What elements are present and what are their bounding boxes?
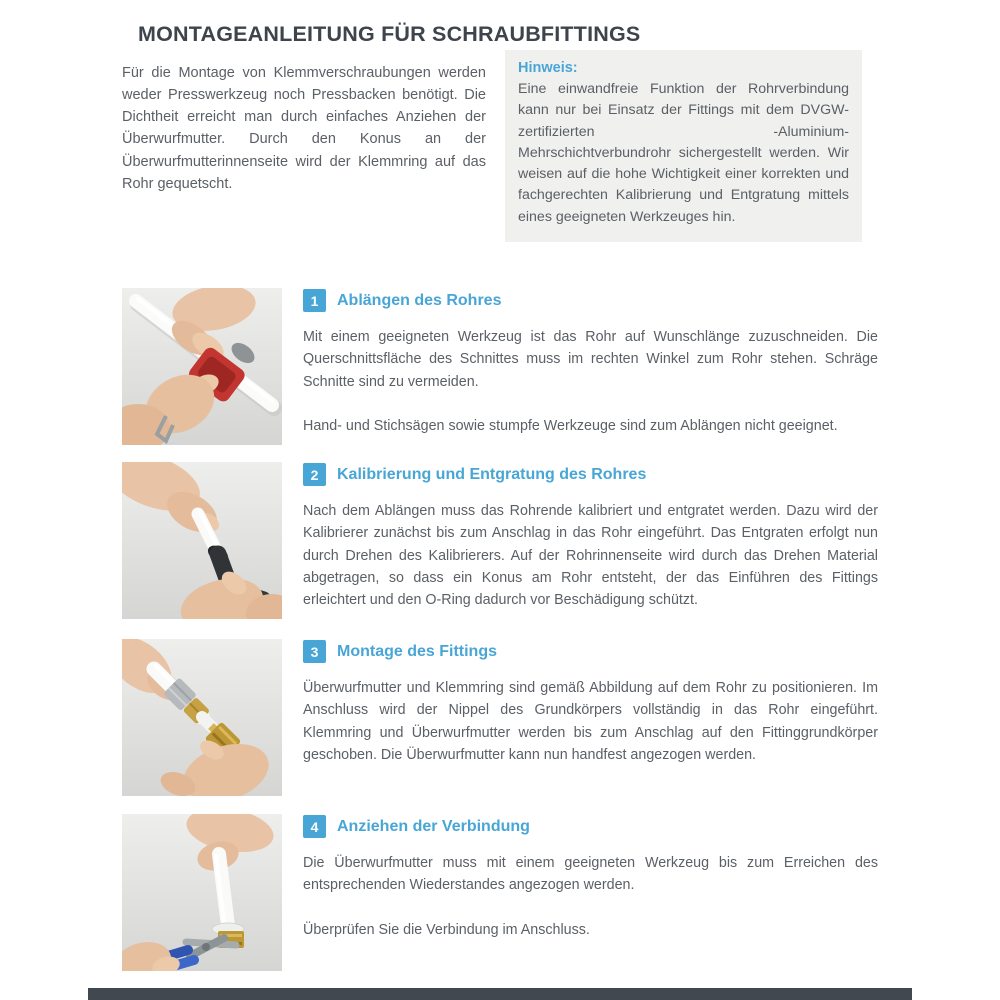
step-2-photo bbox=[122, 462, 282, 619]
step-3-content bbox=[303, 640, 878, 766]
intro-paragraph: Für die Montage von Klemmverschraubungen werden weder Presswerkzeug noch Pressbacken benötigt. Die Dichtheit erreicht man durch einfaches Anziehen der Überwurfmutter. Durch den Konus an der Überwurfmutterinnenseite wird der Klemmring auf das Rohr gequetscht. bbox=[122, 64, 486, 192]
step-2-content bbox=[303, 463, 878, 611]
step-4-header bbox=[303, 815, 878, 838]
note-body bbox=[518, 79, 849, 228]
step-2-header bbox=[303, 463, 878, 486]
pipe-cutting-illustration bbox=[122, 288, 282, 445]
step-3-number-badge: 3 bbox=[303, 640, 326, 663]
note-label: Hinweis: bbox=[518, 60, 578, 76]
step-4-content bbox=[303, 815, 878, 941]
step-4-photo bbox=[122, 814, 282, 971]
step-4-heading: Anziehen der Verbindung bbox=[337, 817, 530, 835]
step-4-number-badge: 4 bbox=[303, 815, 326, 838]
step-1-paragraph-1: Mit einem geeigneten Werkzeug ist das Rohr auf Wunschlänge zuzuschneiden. Die Querschnittsfläche des Schnittes muss im rechten Winkel zum Rohr stehen. Schräge Schnitte sind zu vermeiden. bbox=[303, 329, 878, 390]
step-2-paragraph-1: Nach dem Ablängen muss das Rohrende kalibriert und entgratet werden. Dazu wird der Kalibrierer zunächst bis zum Anschlag in das Rohr eingeführt. Das Entgraten erfolgt nun durch Drehen des Kalibrierers. Auf der Rohrinnenseite wird durch das Drehen Material abgetragen, so dass ein Konus am Rohr entsteht, der das Einführen des Fittings erleichtert und den O-Ring dadurch vor Beschädigung schützt. bbox=[303, 503, 878, 609]
step-1-paragraph-2: Hand- und Stichsägen sowie stumpfe Werkzeuge sind zum Ablängen nicht geeignet. bbox=[303, 417, 838, 434]
step-1-number-badge: 1 bbox=[303, 289, 326, 312]
step-1-header bbox=[303, 289, 878, 312]
step-1-content bbox=[303, 289, 878, 437]
tightening-illustration bbox=[122, 814, 282, 971]
note-box bbox=[505, 50, 862, 242]
pipe-calibrating-illustration bbox=[122, 462, 282, 619]
step-1-photo bbox=[122, 288, 282, 445]
note-body-after: -Aluminium-Mehrschichtverbundrohr sichergestellt werden. Wir weisen auf die hohe Wichtigkeit einer korrekten und fachgerechten Kalibrierung und Entgratung mittels eines geeigneten Werkzeuges hin. bbox=[518, 123, 849, 225]
step-3-header bbox=[303, 640, 878, 663]
step-2-number-badge: 2 bbox=[303, 463, 326, 486]
page-title: MONTAGEANLEITUNG FÜR SCHRAUBFITTINGS bbox=[138, 22, 641, 47]
pipe-end bbox=[202, 717, 212, 727]
step-2-heading: Kalibrierung und Entgratung des Rohres bbox=[337, 465, 647, 483]
step-3-paragraph-1: Überwurfmutter und Klemmring sind gemäß Abbildung auf dem Rohr zu positionieren. Im Anschluss wird der Nippel des Grundkörpers vollständig in das Rohr eingeführt. Klemmring und Überwurfmutter werden bis zum Anschlag auf den Fittinggrundkörper geschoben. Die Überwurfmutter kann nun handfest angezogen werden. bbox=[303, 680, 878, 763]
footer-bar bbox=[88, 988, 912, 1000]
step-1-heading: Ablängen des Rohres bbox=[337, 291, 502, 309]
step-3-photo bbox=[122, 639, 282, 796]
step-4-paragraph-1: Die Überwurfmutter muss mit einem geeigneten Werkzeug bis zum Erreichen des entsprechenden Wiederstandes angezogen werden. bbox=[303, 855, 878, 894]
note-body-before: Eine einwandfreie Funktion der Rohrverbindung kann nur bei Einsatz der Fittings mit dem DVGW-zertifizierten bbox=[518, 81, 849, 140]
fitting-assembly-illustration bbox=[122, 639, 282, 796]
redacted-brand-gap bbox=[719, 135, 773, 136]
step-3-heading: Montage des Fittings bbox=[337, 642, 497, 660]
step-4-paragraph-2: Überprüfen Sie die Verbindung im Anschluss. bbox=[303, 921, 590, 938]
